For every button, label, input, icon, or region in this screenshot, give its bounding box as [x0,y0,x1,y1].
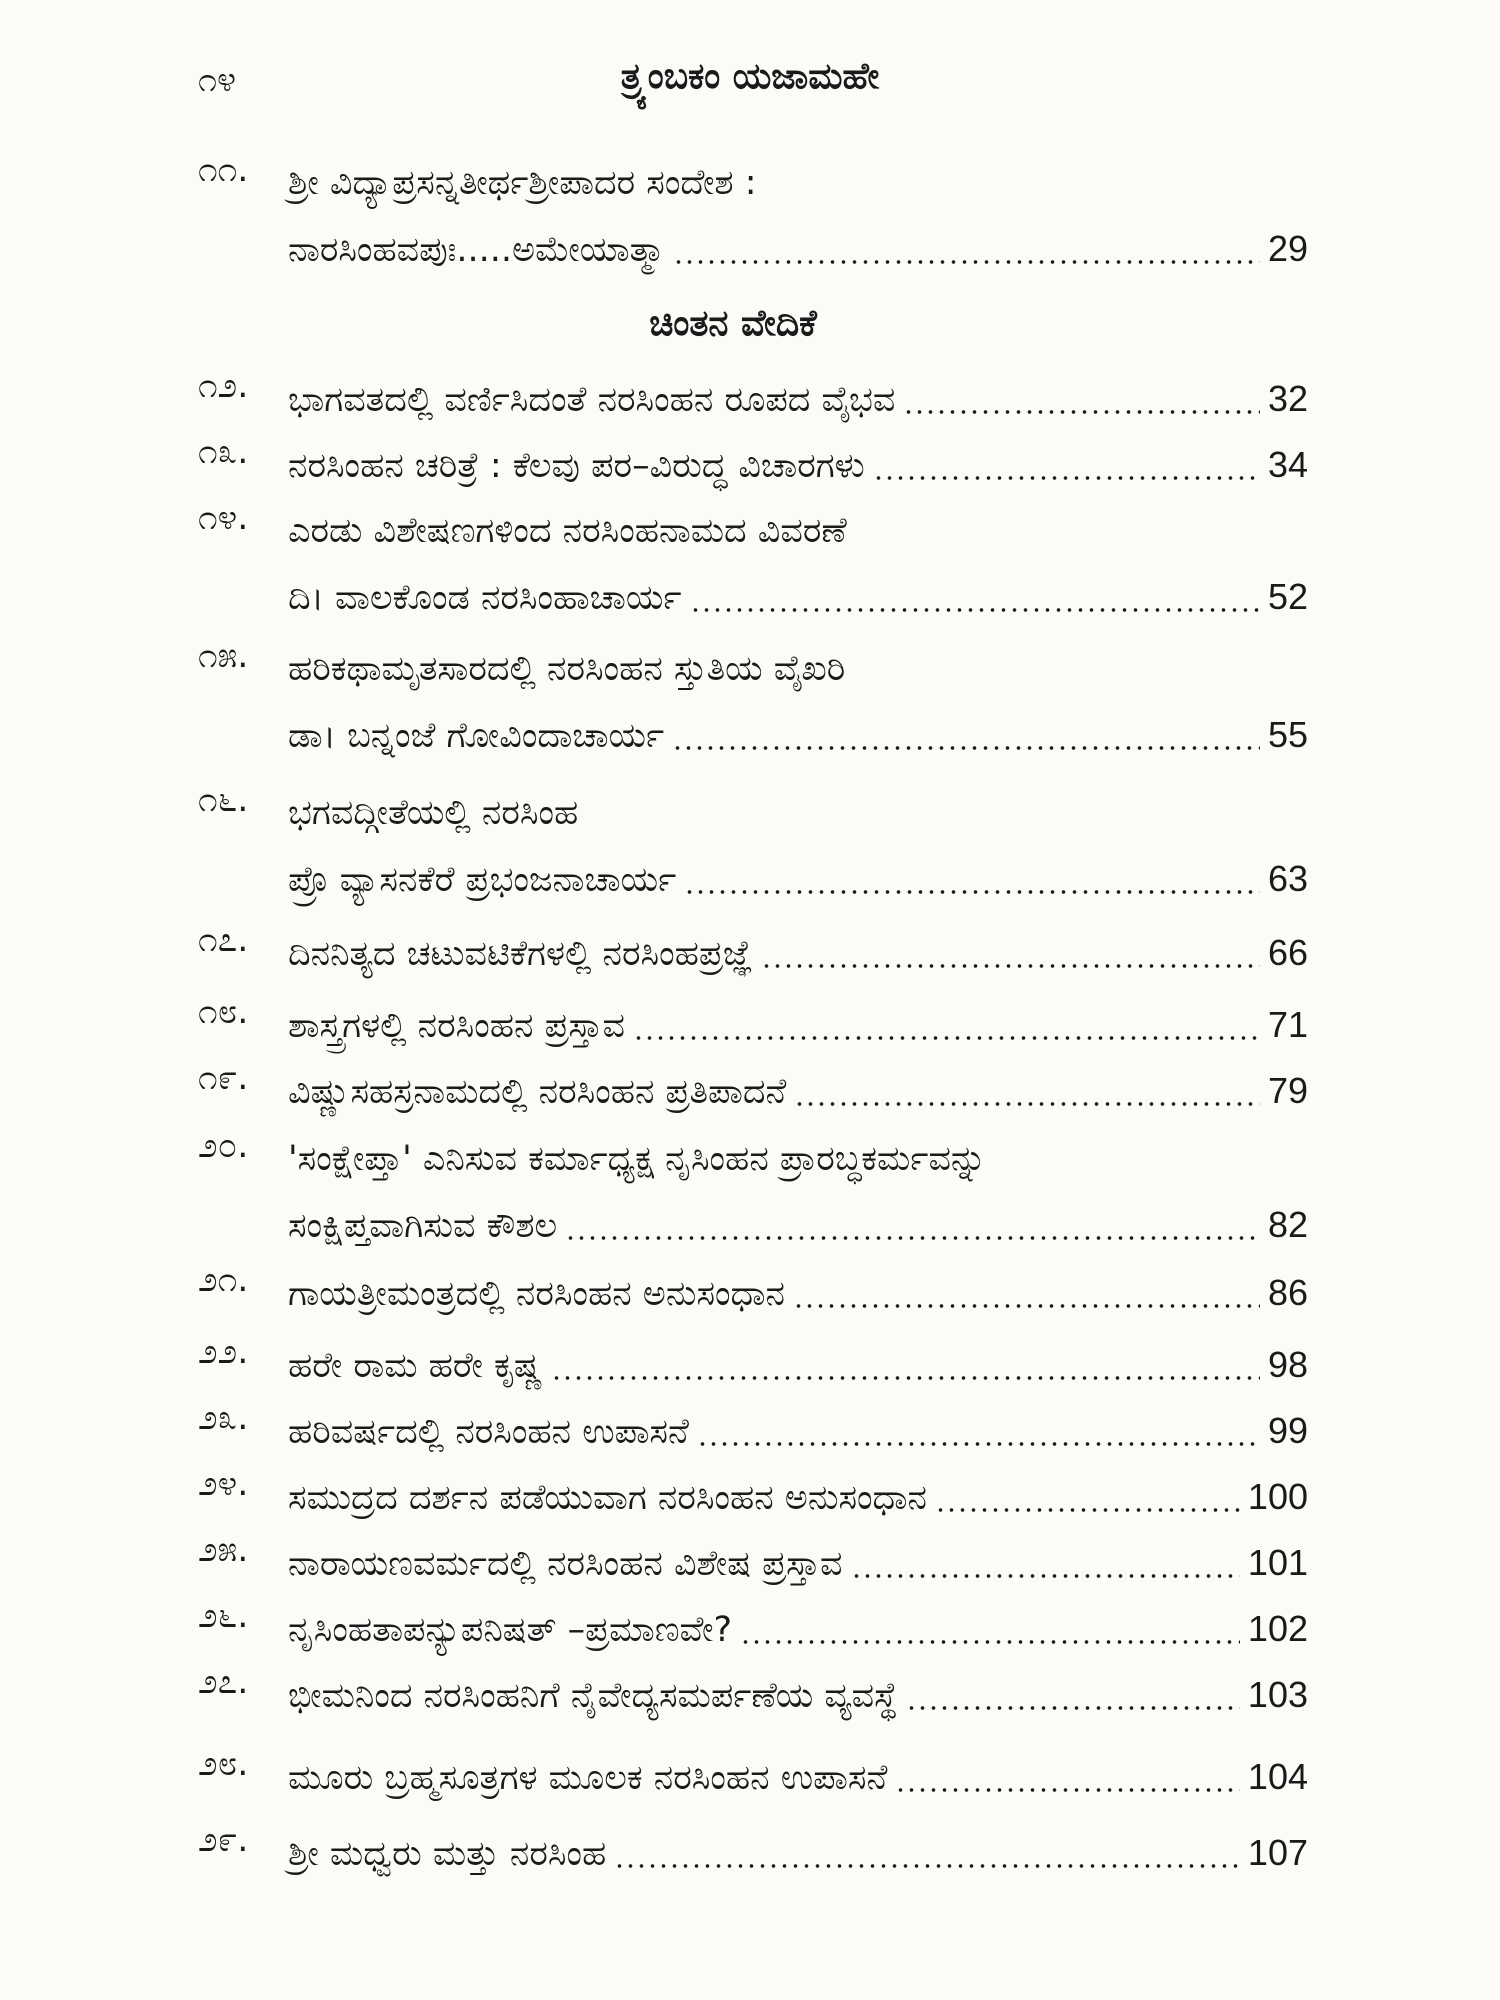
dot-leader [793,1304,1260,1308]
toc-entry [198,1820,1308,1886]
toc-entry-title: ಭೀಮನಿಂದ ನರಸಿಂಹನಿಗೆ ನೈವೇದ್ಯಸಮರ್ಪಣೆಯ ವ್ಯವಸ್ಥೆ [288,1676,898,1716]
dot-leader [794,1102,1260,1106]
toc-entry-page: 99 [1267,1410,1308,1451]
toc-entry-title: ವಿಷ್ಣುಸಹಸ್ರನಾಮದಲ್ಲಿ ನರಸಿಂಹನ ಪ್ರತಿಪಾದನೆ [288,1072,787,1112]
toc-entry-number: ೨೧. [198,1260,249,1300]
toc-entry-number: ೨೯. [198,1820,249,1860]
toc-entry-subtitle: ಸಂಕ್ಷಿಪ್ತವಾಗಿಸುವ ಕೌಶಲ [288,1206,558,1246]
toc-entry-number: ೨೭. [198,1662,249,1702]
toc-entry-title: ಹರಿವರ್ಷದಲ್ಲಿ ನರಸಿಂಹನ ಉಪಾಸನೆ [288,1412,689,1452]
dot-leader [684,890,1260,894]
toc-entry-page: 66 [1267,932,1308,973]
dot-leader [565,1236,1260,1240]
entry-gap [198,768,1308,780]
section-heading: ಚಿಂತನ ವೇದಿಕೆ [649,303,817,344]
toc-entry [198,780,1308,912]
dot-leader [740,1640,1240,1644]
toc-entry-number: ೧೧. [198,150,249,190]
toc-entry-number: ೧೯. [198,1058,249,1098]
toc-entry-page: 98 [1267,1344,1308,1385]
book-title: ತ್ರ್ಯಂಬಕಂ ಯಜಾಮಹೇ [620,56,880,97]
toc-entry [198,636,1308,768]
dot-leader [761,964,1260,968]
toc-entry-page: 52 [1267,576,1308,617]
toc-entry [198,366,1308,432]
toc-entry-page: 101 [1247,1542,1308,1583]
entry-gap [198,912,1308,920]
toc-entry-title: ಹರೇ ರಾಮ ಹರೇ ಕೃಷ್ಣ [288,1346,543,1386]
dot-leader [895,1788,1240,1792]
dot-leader [873,476,1260,480]
toc-entry-title: ಗಾಯತ್ರೀಮಂತ್ರದಲ್ಲಿ ನರಸಿಂಹನ ಅನುಸಂಧಾನ [288,1274,785,1314]
toc-entry-11 [198,150,1308,282]
toc-entry [198,1398,1308,1464]
toc-entry [198,1464,1308,1530]
toc-entry-number: ೧೪. [198,498,249,538]
dot-leader [690,608,1260,612]
toc-entry-title: ನೃಸಿಂಹತಾಪನ್ಯುಪನಿಷತ್ –ಪ್ರಮಾಣವೇ? [288,1610,733,1650]
page-number: ೧೪ [198,60,237,100]
toc-entry-number: ೧೩. [198,432,249,472]
dot-leader [673,260,1260,264]
toc-entry-number: ೧೭. [198,920,249,960]
dot-leader [935,1508,1240,1512]
toc-entry-number: ೧೫. [198,636,249,676]
toc-entry-subtitle: ಪ್ರೊ ವ್ಯಾಸನಕೆರೆ ಪ್ರಭಂಜನಾಚಾರ್ಯ [288,860,677,900]
toc-entry-list [198,366,1308,1886]
toc-entry-page: 102 [1247,1608,1308,1649]
toc-entry [198,498,1308,630]
toc-entry-number: ೨೬. [198,1596,249,1636]
toc-entry-number: ೨೪. [198,1464,249,1504]
toc-entry-title: ಸಮುದ್ರದ ದರ್ಶನ ಪಡೆಯುವಾಗ ನರಸಿಂಹನ ಅನುಸಂಧಾನ [288,1478,927,1518]
toc-entry-page: 82 [1267,1204,1308,1245]
toc-entry-number: ೨೩. [198,1398,249,1438]
toc-entry-number: ೨೨. [198,1332,249,1372]
toc-entry-page: 100 [1247,1476,1308,1517]
toc-entry-number: ೨೦. [198,1126,249,1166]
toc-entry-page: 32 [1267,378,1308,419]
toc-entry-title: ಹರಿಕಥಾಮೃತಸಾರದಲ್ಲಿ ನರಸಿಂಹನ ಸ್ತುತಿಯ ವೈಖರಿ [288,649,846,689]
toc-entry-title: ನಾರಾಯಣವರ್ಮದಲ್ಲಿ ನರಸಿಂಹನ ವಿಶೇಷ ಪ್ರಸ್ತಾವ [288,1544,843,1584]
toc-entry-page: 79 [1267,1070,1308,1111]
toc-entry-page: 103 [1247,1674,1308,1715]
dot-leader [614,1864,1240,1868]
dot-leader [903,410,1260,414]
toc-entry-number: ೧೬. [198,780,249,820]
toc-entry [198,1744,1308,1810]
dot-leader [672,746,1260,750]
toc-entry-title: ಎರಡು ವಿಶೇಷಣಗಳಿಂದ ನರಸಿಂಹನಾಮದ ವಿವರಣೆ [288,511,847,551]
toc-entry-page: 29 [1267,228,1308,269]
toc-entry-number: ೨೮. [198,1744,249,1784]
toc-entry [198,1332,1308,1398]
toc-entry-title: ನರಸಿಂಹನ ಚರಿತ್ರೆ : ಕೆಲವು ಪರ–ವಿರುದ್ಧ ವಿಚಾರಗಳು [288,446,865,486]
table-of-contents [198,150,1308,1886]
toc-entry-number: ೧೮. [198,992,249,1032]
toc-entry-title: ಶ್ರೀ ಮಧ್ವರು ಮತ್ತು ನರಸಿಂಹ [288,1834,607,1874]
toc-entry [198,1662,1308,1728]
toc-entry-title: ದಿನನಿತ್ಯದ ಚಟುವಟಿಕೆಗಳಲ್ಲಿ ನರಸಿಂಹಪ್ರಜ್ಞೆ [288,934,753,974]
toc-entry [198,1058,1308,1124]
toc-entry-page: 104 [1247,1756,1308,1797]
toc-entry [198,920,1308,986]
toc-entry-page: 63 [1267,858,1308,899]
toc-entry [198,1260,1308,1326]
toc-entry-page: 55 [1267,714,1308,755]
toc-entry-page: 107 [1247,1832,1308,1873]
toc-entry-number: ೨೫. [198,1530,249,1570]
dot-leader [551,1376,1260,1380]
toc-entry [198,992,1308,1058]
toc-entry-subtitle: ನಾರಸಿಂಹವಪುಃ.....ಅಮೇಯಾತ್ಮಾ [288,230,666,270]
toc-entry-subtitle: ದಿ। ವಾಲಕೊಂಡ ನರಸಿಂಹಾಚಾರ್ಯ [288,578,682,618]
toc-entry [198,1530,1308,1596]
toc-entry-title: ಭಗವದ್ಗೀತೆಯಲ್ಲಿ ನರಸಿಂಹ [288,793,579,833]
toc-entry-subtitle: ಡಾ। ಬನ್ನಂಜೆ ಗೋವಿಂದಾಚಾರ್ಯ [288,716,665,756]
running-head [0,52,1500,112]
toc-entry [198,1596,1308,1662]
toc-entry-page: 34 [1267,444,1308,485]
entry-gap [198,1728,1308,1744]
dot-leader [851,1574,1240,1578]
dot-leader [697,1442,1260,1446]
entry-gap [198,1810,1308,1820]
toc-entry [198,1126,1308,1258]
toc-entry-title: 'ಸಂಕ್ಷೇಪ್ತಾ' ಎನಿಸುವ ಕರ್ಮಾಧ್ಯಕ್ಷ ನೃಸಿಂಹನ ಪ್ರಾರಬ್ಧಕರ್ಮವನ್ನು [288,1139,987,1179]
toc-entry-page: 86 [1267,1272,1308,1313]
toc-entry-title: ಶ್ರೀ ವಿದ್ಯಾಪ್ರಸನ್ನತೀರ್ಥಶ್ರೀಪಾದರ ಸಂದೇಶ : [288,163,757,203]
dot-leader [906,1706,1240,1710]
toc-entry [198,432,1308,498]
toc-entry-title: ಶಾಸ್ತ್ರಗಳಲ್ಲಿ ನರಸಿಂಹನ ಪ್ರಸ್ತಾವ [288,1006,625,1046]
toc-entry-title: ಭಾಗವತದಲ್ಲಿ ವರ್ಣಿಸಿದಂತೆ ನರಸಿಂಹನ ರೂಪದ ವೈಭವ [288,380,896,420]
toc-entry-number: ೧೨. [198,366,249,406]
dot-leader [633,1036,1260,1040]
toc-entry-page: 71 [1267,1004,1308,1045]
toc-entry-title: ಮೂರು ಬ್ರಹ್ಮಸೂತ್ರಗಳ ಮೂಲಕ ನರಸಿಂಹನ ಉಪಾಸನೆ [288,1758,888,1798]
